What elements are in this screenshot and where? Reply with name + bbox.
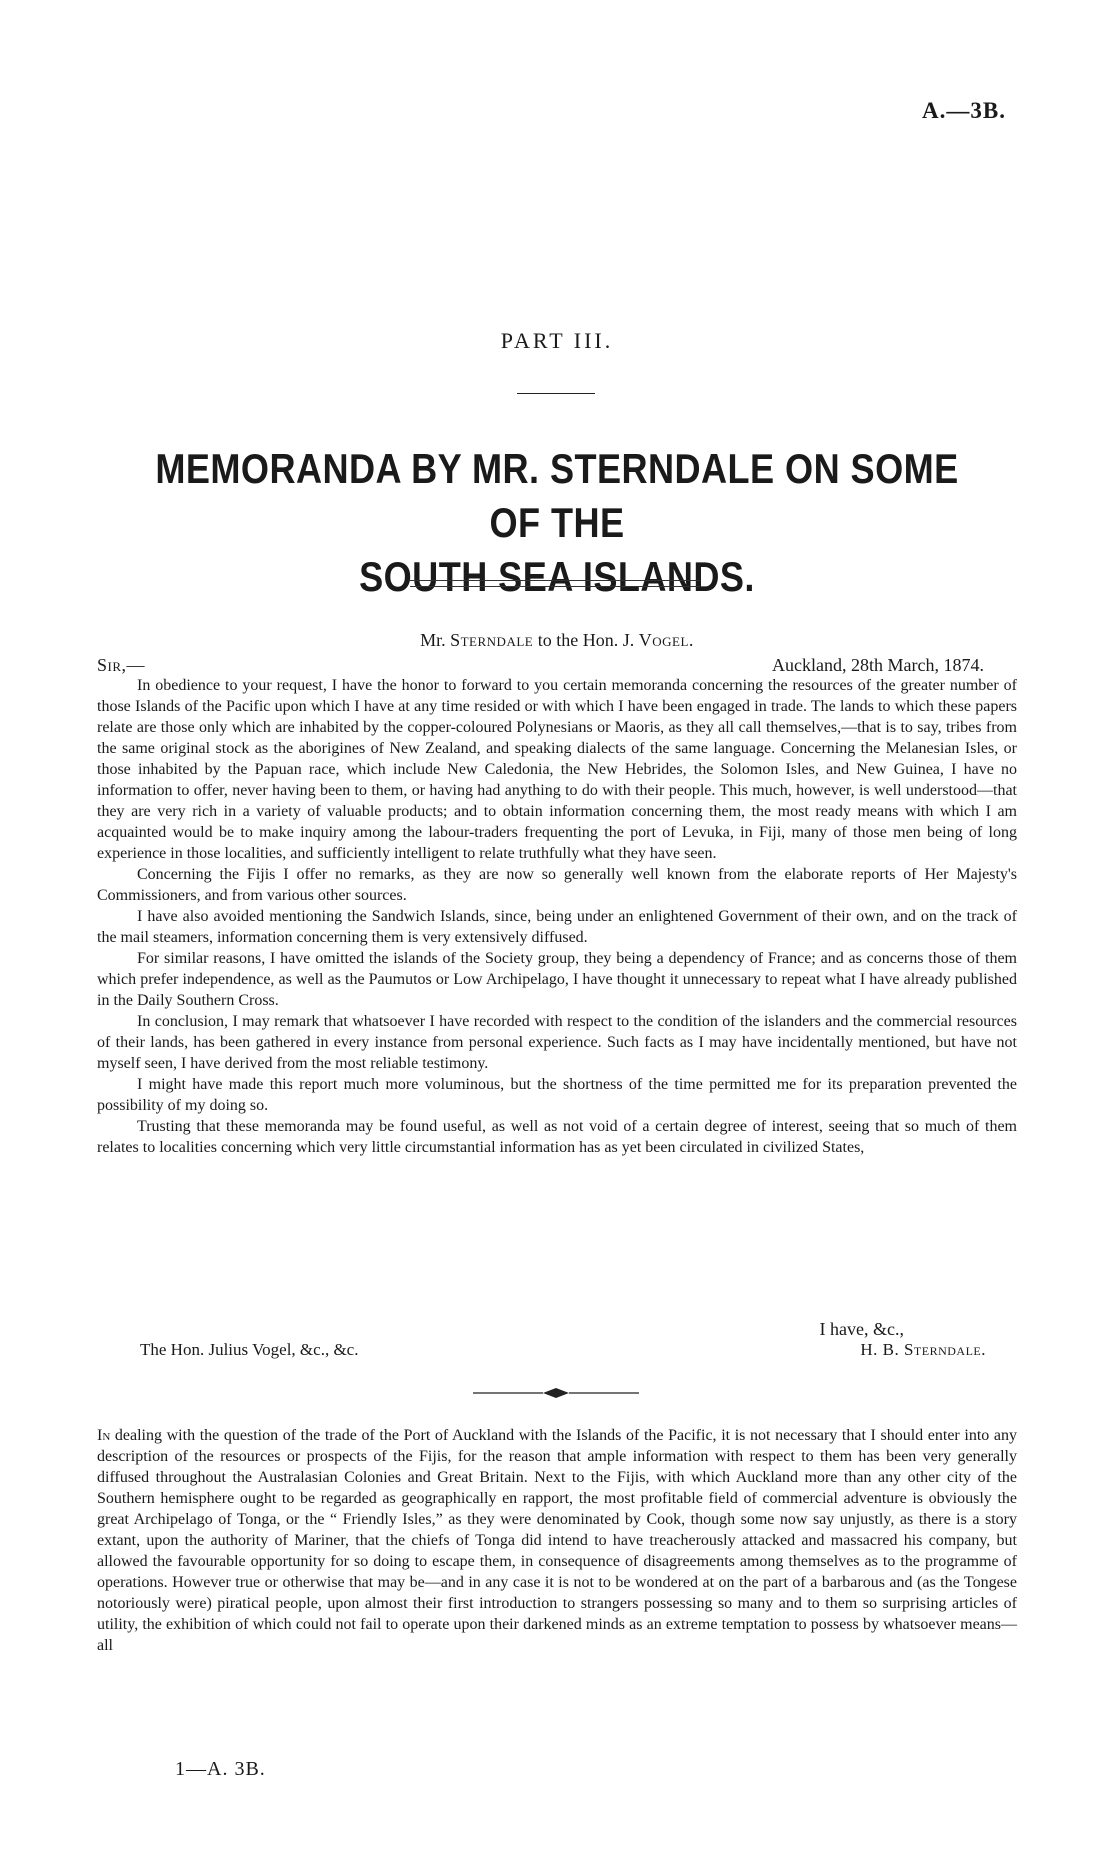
footer-reference: 1—A. 3B. (175, 1758, 266, 1780)
letter-head-prefix: Mr. (420, 630, 446, 650)
letter-paragraph: Trusting that these memoranda may be found useful, as well as not void of a certain degree of interest, seeing that so much of them relates to localities concerning which very little circumstantial information has as yet been circulated in civilized States, (97, 1118, 1017, 1156)
title-line-2: SOUTH SEA ISLANDS. (359, 553, 755, 600)
letter-head-middle: to the Hon. J. (537, 630, 635, 650)
title-line-1: MEMORANDA BY MR. STERNDALE ON SOME OF THE (155, 445, 959, 546)
signature: H. B. Sterndale. (860, 1340, 986, 1359)
letter-paragraph: For similar reasons, I have omitted the islands of the Society group, they being a dependency of France; and as concerns those of them which prefer independence, as well as the Paumutos or Low Archipelago, I have thought it unnecessary to repeat what I have already published in the Daily Southern Cross. (97, 950, 1017, 1009)
short-rule (517, 393, 595, 394)
letter-paragraph: Concerning the Fijis I offer no remarks, as they are now so generally well known from the elaborate reports of Her Majesty's Commissioners, and from various other sources. (97, 866, 1017, 904)
document-reference: A.—3B. (922, 98, 1006, 123)
letter-recipient: Vogel. (638, 630, 694, 650)
part-heading: PART III. (500, 328, 614, 353)
letter-paragraph: In conclusion, I may remark that whatsoever I have recorded with respect to the condition of the islanders and the commercial resources of their lands, has been gathered in every instance from personal experience. Such facts as I may have incidentally mentioned, but have not myself seen, I have derived from the most reliable testimony. (97, 1013, 1017, 1072)
trade-paragraph (97, 1425, 1017, 1656)
trade-paragraph-text: dealing with the question of the trade of the Port of Auckland with the Islands of the Pacific, it is not necessary that I should enter into any description of the resources or prospects of the Fijis, for the reason that ample information with respect to them has been very generally diffused throughout the Australasian Colonies and Great Britain. Next to the Fijis, with which Auckland more than any other city of the Southern hemisphere ought to be regarded as geographically en rapport, the most profitable field of commercial adventure is obviously the great Archipelago of Tonga, or the “ Friendly Isles,” as they were denominated by Cook, though some now say unjustly, as there is a story extant, upon the authority of Mariner, that the chiefs of Tonga did intend to have treacherously attacked and massacred his company, but allowed the favourable opportunity for so doing to escape them, in consequence of disagreements among themselves as to the programme of operations. However true or otherwise that may be—and in any case it is not to be wondered at on the part of a barbarous and (as the Tongese notoriously were) piratical people, upon almost their first introduction to strangers possessing so many and to them so surprising articles of utility, the exhibition of which could not fail to operate upon their darkened minds as an extreme temptation to possess by whatsoever means—all (97, 1427, 1017, 1654)
letter-body (97, 675, 1017, 1158)
place-date: Auckland, 28th March, 1874. (772, 655, 984, 675)
salutation: Sir,— (97, 655, 146, 675)
letter-author: Sterndale (450, 630, 534, 650)
closing: I have, &c., (819, 1319, 904, 1339)
letter-paragraph: I have also avoided mentioning the Sandwich Islands, since, being under an enlightened Government of their own, and on the track of the mail steamers, information concerning them is very extensively diffused. (97, 908, 1017, 946)
letter-paragraph: In obedience to your request, I have the honor to forward to you certain memoranda concerning the resources of the greater number of those Islands of the Pacific upon which I have at any time resided or with which I have been engaged in trade. The lands to which these papers relate are those only which are inhabited by the copper-coloured Polynesians or Maoris, as they all call themselves,—that is to say, tribes from the same original stock as the aborigines of New Zealand, and speaking dialects of the same language. Concerning the Melanesian Isles, or those inhabited by the Papuan race, which include New Caledonia, the New Hebrides, the Solomon Isles, and New Guinea, I have no information to offer, never having been to them, or having had anything to do with their people. This much, however, is well understood—that they are very rich in a variety of valuable products; and to obtain information concerning them, the most ready means with which I am acquainted would be to make inquiry among the labour-traders frequenting the port of Levuka, in Fiji, many of those men being of long experience in those localities, and sufficiently intelligent to relate truthfully what they have seen. (97, 677, 1017, 862)
double-rule (410, 580, 700, 587)
drop-initial: In (97, 1427, 111, 1444)
letter-heading (0, 630, 1114, 651)
letter-paragraph: I might have made this report much more voluminous, but the shortness of the time permitted me for its preparation prevented the possibility of my doing so. (97, 1076, 1017, 1114)
addressee: The Hon. Julius Vogel, &c., &c. (140, 1340, 359, 1359)
ornament-divider (473, 1387, 639, 1399)
trade-section (97, 1425, 1017, 1656)
